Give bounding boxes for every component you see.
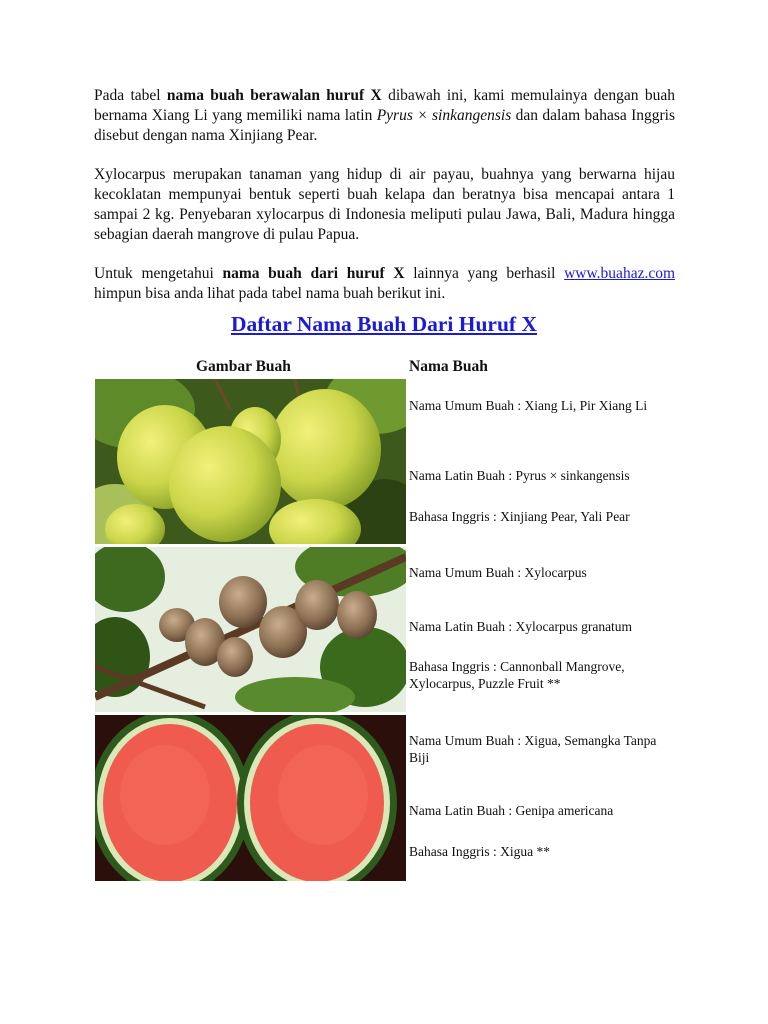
row-1-latin-name: Nama Latin Buah : Pyrus × sinkangensis xyxy=(409,468,630,483)
latin-name-italic: Pyrus × sinkangensis xyxy=(376,107,512,124)
row-2-common-name: Nama Umum Buah : Xylocarpus xyxy=(409,565,587,580)
intro-paragraph-2: Xylocarpus merupakan tanaman yang hidup di air payau, buahnya yang berwarna hijau kecoklatan mempunyai bentuk seperti buah kelapa dan beratnya bisa mencapai antara 1 sampai 2 kg. Penyebaran xylocarpus di Indonesia meliputi pulau Jawa, Bali, Madura hingga sebagian daerah mangrove di pulau Papua. xyxy=(94,166,675,243)
row-3-english-name: Bahasa Inggris : Xigua ** xyxy=(409,844,550,859)
xylocarpus-photo xyxy=(95,547,406,712)
row-2-english-name: Bahasa Inggris : Cannonball Mangrove, Xylocarpus, Puzzle Fruit ** xyxy=(409,659,625,691)
row-3-latin-name: Nama Latin Buah : Genipa americana xyxy=(409,803,614,818)
section-title: Daftar Nama Buah Dari Huruf X xyxy=(231,312,537,336)
bold-phrase: nama buah berawalan huruf X xyxy=(166,87,382,104)
column-header-image: Gambar Buah xyxy=(196,358,291,375)
intro-paragraph-1 xyxy=(94,86,675,146)
row-2-latin-name: Nama Latin Buah : Xylocarpus granatum xyxy=(409,619,633,634)
row-3-common-name: Nama Umum Buah : Xigua, Semangka Tanpa Biji xyxy=(409,733,657,765)
bold-phrase: nama buah dari huruf X xyxy=(222,265,405,282)
text-run: dan dalam bahasa Inggris disebut dengan nama Xinjiang Pear. xyxy=(94,107,675,144)
column-header-name: Nama Buah xyxy=(409,358,488,375)
row-1-common-name: Nama Umum Buah : Xiang Li, Pir Xiang Li xyxy=(409,398,648,413)
intro-paragraph-3 xyxy=(94,264,675,304)
text-run: dibawah ini, kami memulainya dengan buah bernama Xiang Li yang memiliki nama latin xyxy=(94,87,675,124)
buahaz-link[interactable]: www.buahaz.com xyxy=(564,265,676,282)
xigua-photo xyxy=(95,715,406,881)
article-body xyxy=(94,86,675,323)
pear-photo xyxy=(95,379,406,544)
text-run: Pada tabel xyxy=(94,87,167,104)
text-run: himpun bisa anda lihat pada tabel nama buah berikut ini. xyxy=(94,285,446,302)
text-run: lainnya yang berhasil xyxy=(404,265,565,282)
row-1-english-name: Bahasa Inggris : Xinjiang Pear, Yali Pear xyxy=(409,509,630,524)
text-run: Untuk mengetahui xyxy=(94,265,223,282)
